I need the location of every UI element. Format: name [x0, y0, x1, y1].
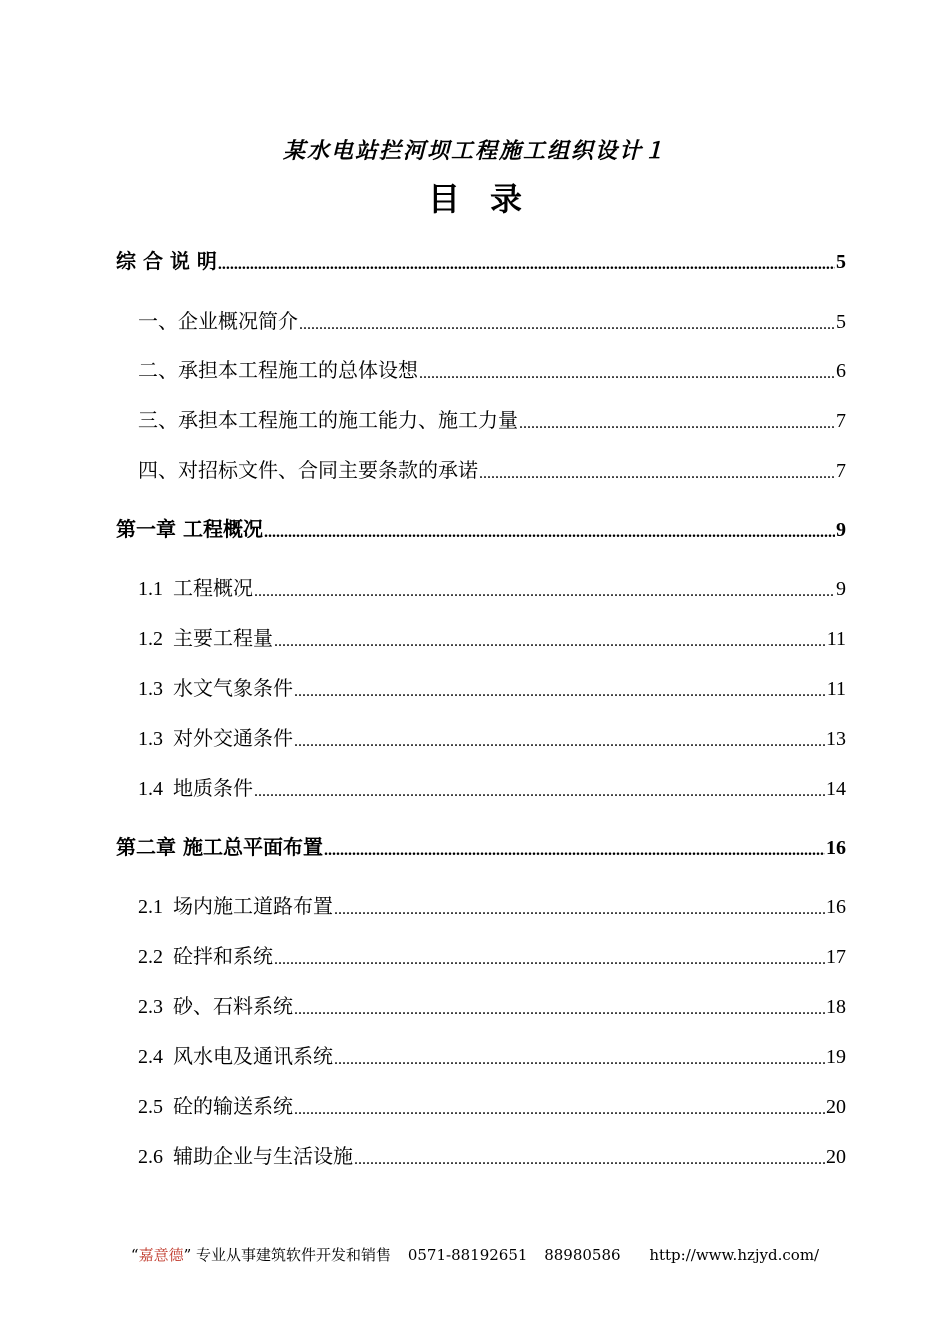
toc-page-number: 6 — [836, 360, 846, 382]
toc-chapter-entry[interactable] — [116, 830, 846, 860]
toc-page-number: 5 — [836, 311, 846, 333]
toc-dot-leader — [274, 627, 826, 651]
toc-entry-number: 1.2 — [138, 628, 163, 650]
toc-page-number: 18 — [826, 996, 846, 1018]
toc-entry-label-group — [138, 404, 518, 433]
toc-chapter-entry[interactable] — [116, 512, 846, 542]
toc-dot-leader — [254, 777, 825, 801]
toc-entry-label-group — [116, 245, 217, 274]
toc-dot-leader — [264, 518, 835, 542]
toc-section-entry[interactable] — [116, 671, 846, 701]
toc-dot-leader — [274, 945, 825, 969]
toc-dot-leader — [218, 250, 835, 274]
toc-page-number: 7 — [836, 410, 846, 432]
toc-entry-label-group — [138, 722, 293, 751]
footer-quote-close: ” — [183, 1246, 192, 1264]
toc-entry-label: 砂、石料系统 — [173, 994, 293, 1018]
toc-page-number: 19 — [826, 1046, 846, 1068]
toc-entry-label: 地质条件 — [173, 776, 253, 800]
toc-page-number: 7 — [836, 460, 846, 482]
footer-phone-1: 0571-88192651 — [407, 1246, 528, 1264]
toc-entry-number: 1.3 — [138, 728, 163, 750]
toc-dot-leader — [254, 577, 835, 601]
toc-entry-label: 三、承担本工程施工的施工能力、施工力量 — [138, 408, 518, 432]
toc-dot-leader — [519, 409, 835, 433]
toc-entry-label-group — [116, 831, 323, 860]
toc-section-entry[interactable] — [116, 1139, 846, 1169]
toc-entry-label: 风水电及通讯系统 — [173, 1044, 333, 1068]
toc-page-number: 20 — [826, 1146, 846, 1168]
footer-phone-2: 88980586 — [544, 1246, 621, 1264]
toc-dot-leader — [334, 1045, 825, 1069]
toc-dot-leader — [354, 1145, 825, 1169]
toc-entry-label-group — [138, 1090, 293, 1119]
toc-page-number: 14 — [826, 778, 846, 800]
toc-section-entry[interactable] — [116, 771, 846, 801]
toc-entry-number: 2.4 — [138, 1046, 163, 1068]
toc-entry-label-group — [138, 890, 333, 919]
toc-entry-label: 四、对招标文件、合同主要条款的承诺 — [138, 458, 478, 482]
toc-entry-label-group — [138, 622, 273, 651]
toc-entry-label-group — [138, 990, 293, 1019]
toc-page-number: 16 — [826, 896, 846, 918]
toc-chapter-entry[interactable] — [116, 244, 846, 274]
toc-heading: 目录 — [427, 180, 552, 218]
toc-entry-number: 2.3 — [138, 996, 163, 1018]
toc-entry-label: 第一章 工程概况 — [116, 517, 263, 541]
toc-section-entry[interactable] — [116, 1039, 846, 1069]
toc-page-number: 9 — [836, 519, 846, 541]
toc-dot-leader — [294, 727, 825, 751]
toc-dot-leader — [479, 459, 835, 483]
footer-brand: 嘉意德 — [138, 1246, 184, 1264]
toc-entry-label: 一、企业概况简介 — [138, 309, 298, 333]
toc-entry-label-group — [138, 772, 253, 801]
footer-slogan: 专业从事建筑软件开发和销售 — [196, 1246, 392, 1264]
toc-entry-number: 2.2 — [138, 946, 163, 968]
toc-page-number: 16 — [826, 837, 846, 859]
toc-entry-number: 1.4 — [138, 778, 163, 800]
toc-entry-label-group — [138, 1040, 333, 1069]
toc-page-number: 9 — [836, 578, 846, 600]
toc-entry-number: 1.3 — [138, 678, 163, 700]
toc-entry-label-group — [138, 572, 253, 601]
toc-entry-number: 1.1 — [138, 578, 163, 600]
toc-entry-label: 工程概况 — [173, 576, 253, 600]
toc-entry-number: 2.5 — [138, 1096, 163, 1118]
toc-dot-leader — [299, 310, 835, 334]
toc-entry-label-group — [138, 454, 478, 483]
toc-entry-label: 砼的输送系统 — [173, 1094, 293, 1118]
toc-page-number: 11 — [826, 678, 846, 700]
toc-section-entry[interactable] — [116, 403, 846, 433]
page-footer — [0, 1244, 950, 1265]
toc-section-entry[interactable] — [116, 304, 846, 334]
toc-section-entry[interactable] — [116, 721, 846, 751]
toc-section-entry[interactable] — [116, 621, 846, 651]
toc-section-entry[interactable] — [116, 353, 846, 383]
toc-entry-label-group — [138, 305, 298, 334]
toc-entry-label: 二、承担本工程施工的总体设想 — [138, 358, 418, 382]
toc-dot-leader — [334, 895, 825, 919]
toc-page-number: 13 — [826, 728, 846, 750]
toc-entry-label: 水文气象条件 — [173, 676, 293, 700]
toc-page-number: 5 — [836, 251, 846, 273]
toc-entry-label-group — [138, 1140, 353, 1169]
footer-url[interactable]: http://www.hzjyd.com/ — [649, 1246, 820, 1264]
toc-entry-label-group — [138, 672, 293, 701]
toc-page-number: 20 — [826, 1096, 846, 1118]
toc-section-entry[interactable] — [116, 453, 846, 483]
toc-dot-leader — [294, 1095, 825, 1119]
toc-page-number: 17 — [826, 946, 846, 968]
toc-section-entry[interactable] — [116, 989, 846, 1019]
toc-section-entry[interactable] — [116, 889, 846, 919]
toc-dot-leader — [324, 836, 825, 860]
toc-section-entry[interactable] — [116, 939, 846, 969]
toc-entry-label: 砼拌和系统 — [173, 944, 273, 968]
toc-entry-label: 辅助企业与生活设施 — [173, 1144, 353, 1168]
toc-section-entry[interactable] — [116, 1089, 846, 1119]
toc-entry-label: 第二章 施工总平面布置 — [116, 835, 323, 859]
toc-page-number: 11 — [826, 628, 846, 650]
toc-dot-leader — [294, 677, 826, 701]
toc-entry-label: 综 合 说 明 — [116, 249, 217, 273]
toc-entry-number: 2.1 — [138, 896, 163, 918]
toc-section-entry[interactable] — [116, 571, 846, 601]
toc-entry-label-group — [138, 940, 273, 969]
toc-entry-number: 2.6 — [138, 1146, 163, 1168]
toc-entry-label: 主要工程量 — [173, 626, 273, 650]
toc-entry-label: 对外交通条件 — [173, 726, 293, 750]
document-title: 某水电站拦河坝工程施工组织设计１ — [282, 138, 667, 164]
toc-dot-leader — [419, 359, 835, 383]
footer-quote-open: “ — [130, 1246, 139, 1264]
toc-dot-leader — [294, 995, 825, 1019]
toc-entry-label-group — [116, 513, 263, 542]
toc-entry-label: 场内施工道路布置 — [173, 894, 333, 918]
toc-entry-label-group — [138, 354, 418, 383]
